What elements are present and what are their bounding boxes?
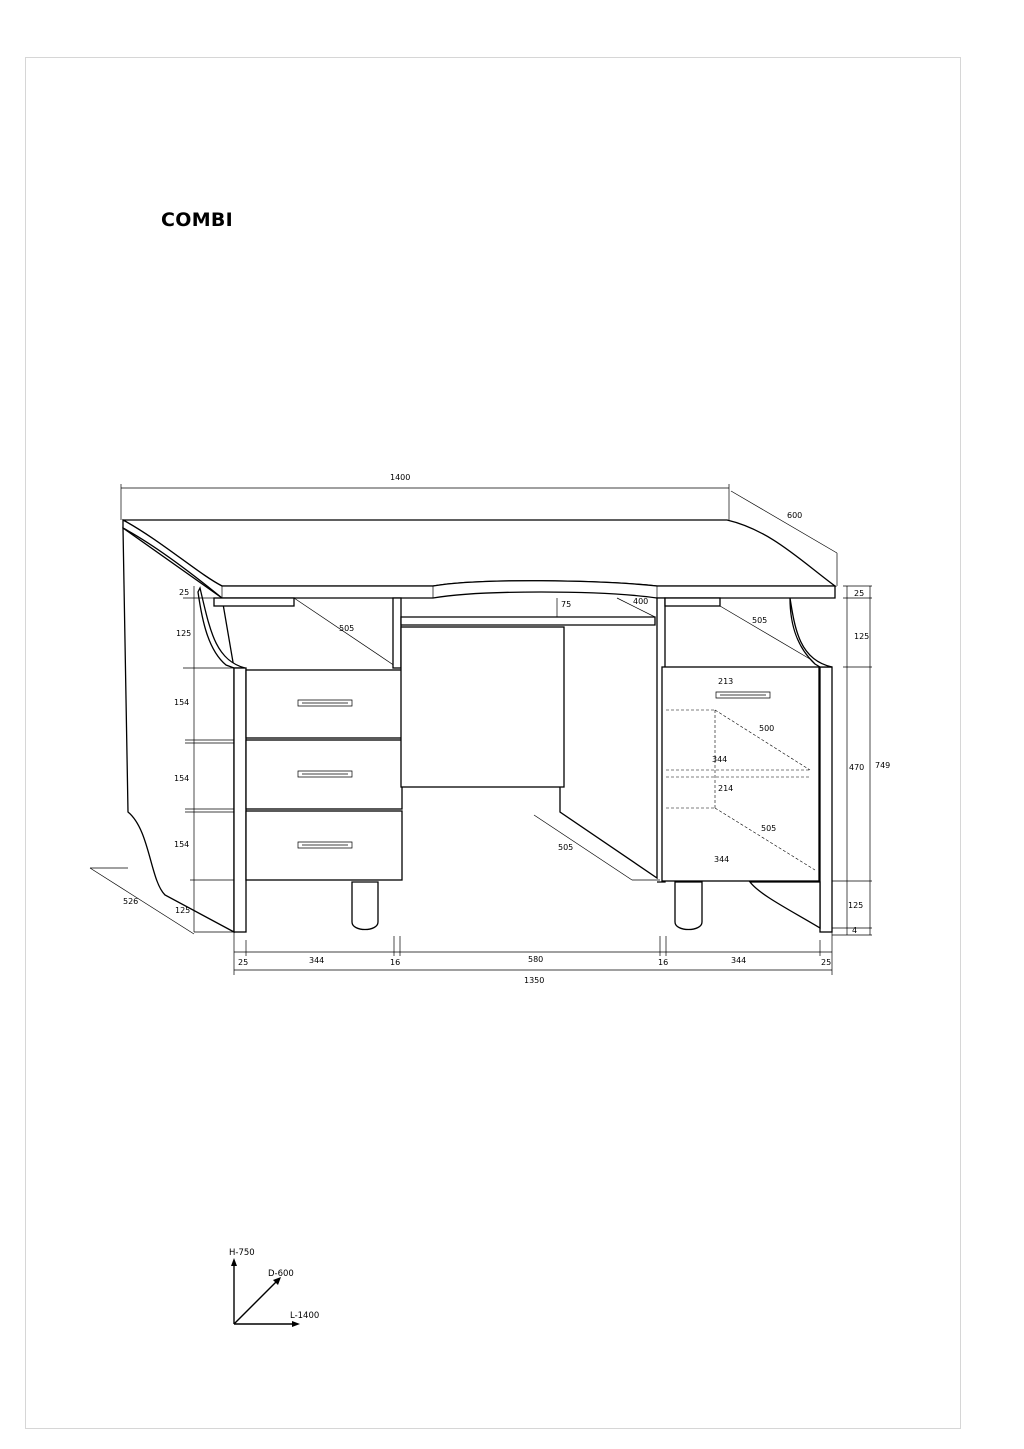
dim-foot-gap: 4 <box>852 926 858 935</box>
modesty-panel <box>401 627 564 787</box>
right-foot <box>675 882 702 930</box>
right-shelf-line <box>720 606 815 662</box>
dim-upper-compartment-depth: 500 <box>759 724 775 733</box>
left-apron <box>214 598 294 606</box>
dim-upper-compartment-width: 344 <box>712 755 728 764</box>
axis-length-label: L-1400 <box>290 1311 320 1321</box>
axis-height-label: H-750 <box>229 1248 255 1258</box>
dim-keyboard-gap: 75 <box>561 600 572 609</box>
left-cabinet-side <box>234 668 246 932</box>
left-shelf-line <box>294 598 398 668</box>
keyboard-tray <box>401 617 655 625</box>
dim-keyboard-depth: 400 <box>633 597 649 606</box>
dim-drawer-1: 154 <box>174 698 190 707</box>
dim-lower-compartment-width: 344 <box>714 855 730 864</box>
dim-lower-compartment-depth: 505 <box>761 824 777 833</box>
axis-depth-label: D-600 <box>268 1269 294 1279</box>
dim-bottom-panel-right: 16 <box>658 958 669 967</box>
dim-plinth-left: 125 <box>175 906 191 915</box>
axis-indicator <box>229 1248 319 1327</box>
dim-bottom-cabinet-left: 344 <box>309 956 325 965</box>
dim-side-depth: 526 <box>123 897 139 906</box>
dim-plinth-right: 125 <box>848 901 864 910</box>
left-foot <box>352 882 378 930</box>
dim-drawer-3: 154 <box>174 840 190 849</box>
desk-body <box>123 520 835 932</box>
length-arrow-icon <box>292 1321 300 1327</box>
drawer-3 <box>246 811 402 880</box>
drawer-1 <box>246 670 402 738</box>
drawer-2 <box>246 740 402 809</box>
dim-bottom-side-right: 25 <box>821 958 832 967</box>
dim-apron-right: 125 <box>854 632 870 641</box>
right-apron <box>665 598 720 606</box>
right-cabinet-door <box>662 667 819 881</box>
right-inner-panel <box>560 598 665 882</box>
drawing-title: COMBI <box>161 209 234 231</box>
dim-total-height: 749 <box>875 761 891 770</box>
dim-bottom-panel-left: 16 <box>390 958 401 967</box>
desktop-top <box>123 520 835 586</box>
dim-top-depth: 600 <box>787 511 803 520</box>
dim-bottom-cabinet-right: 344 <box>731 956 747 965</box>
dim-bottom-total: 1350 <box>524 976 545 985</box>
dim-top-thickness-right: 25 <box>854 589 865 598</box>
dim-apron-left: 125 <box>176 629 192 638</box>
dim-drawer-2: 154 <box>174 774 190 783</box>
right-bracket <box>790 598 832 667</box>
dim-cabinet-height: 470 <box>849 763 865 772</box>
dim-shelf-depth-left: 505 <box>339 624 355 633</box>
dim-top-width: 1400 <box>390 473 411 482</box>
dim-top-thickness-left: 25 <box>179 588 190 597</box>
dim-bottom-side-left: 25 <box>238 958 249 967</box>
dim-bottom-knee: 580 <box>528 955 544 964</box>
dim-lower-compartment-height: 214 <box>718 784 734 793</box>
right-side-panel <box>820 667 832 932</box>
right-side-lower <box>750 882 820 928</box>
height-arrow-icon <box>231 1258 237 1266</box>
dim-shelf-depth-right: 505 <box>752 616 768 625</box>
dim-knee-depth: 505 <box>558 843 574 852</box>
depth-axis <box>234 1282 276 1324</box>
dim-upper-compartment-height: 213 <box>718 677 734 686</box>
left-inner-panel-top <box>393 598 401 668</box>
